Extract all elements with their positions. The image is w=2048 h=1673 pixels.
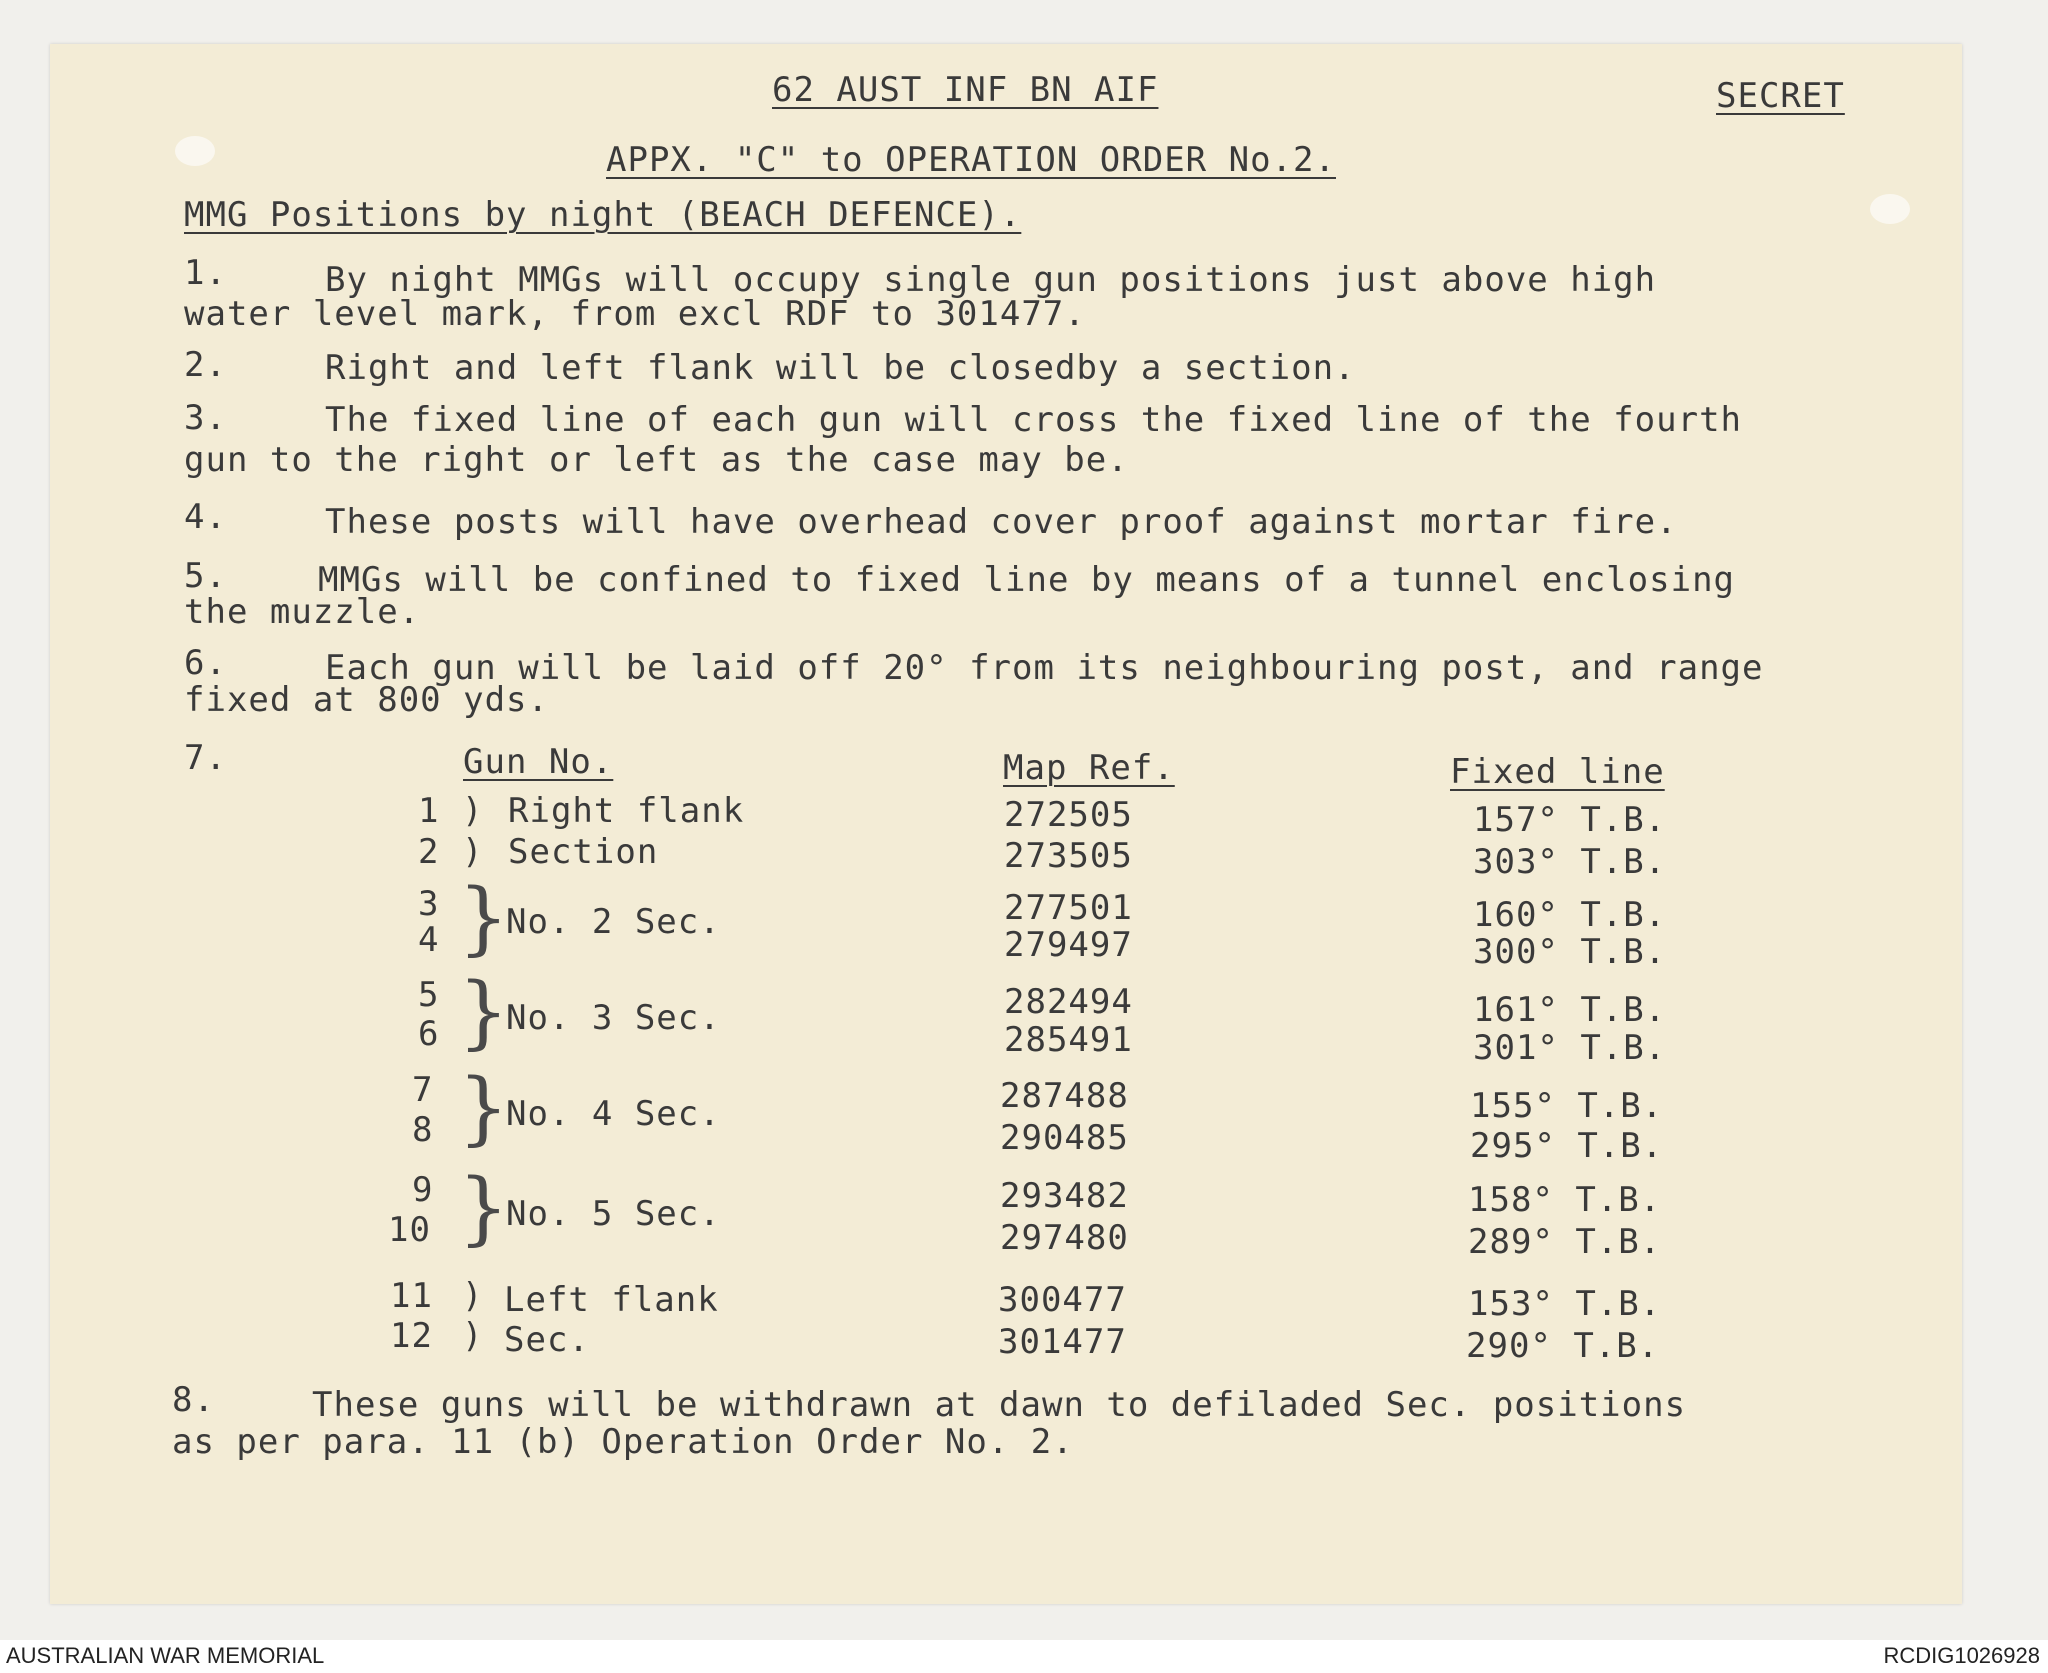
- para-number: 6.: [184, 643, 227, 683]
- gun-number: 1: [418, 791, 440, 831]
- gun-number: 8: [412, 1110, 434, 1150]
- section-label: Left flank: [504, 1280, 719, 1320]
- para-text: gun to the right or left as the case may be.: [184, 440, 1129, 480]
- para-text: Each gun will be laid off 20° from its neighbouring post, and range: [325, 648, 1764, 688]
- row-bracket: ): [462, 1316, 484, 1356]
- fixed-line: 158° T.B.: [1468, 1180, 1662, 1220]
- row-bracket: ): [462, 1276, 484, 1316]
- para-number: 5.: [184, 556, 227, 596]
- para-number: 2.: [184, 345, 227, 385]
- section-label: No. 2 Sec.: [506, 902, 721, 942]
- para-text: The fixed line of each gun will cross the fixed line of the fourth: [325, 400, 1743, 440]
- para-text: water level mark, from excl RDF to 301477.: [184, 294, 1086, 334]
- gun-number: 3: [418, 884, 440, 924]
- fixed-line: 161° T.B.: [1473, 990, 1667, 1030]
- section-label: Right flank: [508, 791, 745, 831]
- fixed-line: 155° T.B.: [1470, 1086, 1664, 1126]
- section-label: Section: [508, 832, 659, 872]
- fixed-line: 300° T.B.: [1473, 932, 1667, 972]
- map-ref: 282494: [1004, 982, 1133, 1022]
- para-text: fixed at 800 yds.: [184, 680, 549, 720]
- column-header-fixed-line: Fixed line: [1450, 752, 1665, 792]
- map-ref: 279497: [1004, 925, 1133, 965]
- unit-heading: 62 AUST INF BN AIF: [772, 70, 1159, 110]
- column-header-map-ref: Map Ref.: [1003, 748, 1175, 788]
- gun-number: 10: [388, 1210, 431, 1250]
- gun-number: 6: [418, 1014, 440, 1054]
- map-ref: 300477: [998, 1280, 1127, 1320]
- section-brace: }: [458, 871, 509, 964]
- para-text: Right and left flank will be closedby a section.: [325, 348, 1356, 388]
- paper-blemish: [175, 136, 215, 166]
- gun-number: 11: [390, 1276, 433, 1316]
- gun-number: 7: [412, 1070, 434, 1110]
- section-label: No. 5 Sec.: [506, 1194, 721, 1234]
- section-brace: }: [458, 965, 509, 1058]
- para-number: 1.: [184, 253, 227, 293]
- map-ref: 293482: [1000, 1176, 1129, 1216]
- map-ref: 297480: [1000, 1218, 1129, 1258]
- map-ref: 272505: [1004, 795, 1133, 835]
- para-text: These guns will be withdrawn at dawn to defiladed Sec. positions: [312, 1385, 1687, 1425]
- para-text: as per para. 11 (b) Operation Order No. 2.: [172, 1422, 1074, 1462]
- archive-name: AUSTRALIAN WAR MEMORIAL: [6, 1643, 325, 1668]
- para-text: MMGs will be confined to fixed line by means of a tunnel enclosing: [318, 560, 1736, 600]
- map-ref: 285491: [1004, 1020, 1133, 1060]
- row-bracket: ): [462, 832, 484, 872]
- map-ref: 273505: [1004, 836, 1133, 876]
- column-header-gun: Gun No.: [463, 742, 614, 782]
- archive-reference: RCDIG1026928: [1883, 1643, 2040, 1668]
- para-number: 3.: [184, 398, 227, 438]
- paper-blemish: [1870, 194, 1910, 224]
- row-bracket: ): [462, 791, 484, 831]
- map-ref: 301477: [998, 1322, 1127, 1362]
- fixed-line: 153° T.B.: [1468, 1284, 1662, 1324]
- gun-number: 5: [418, 975, 440, 1015]
- para-number: 4.: [184, 497, 227, 537]
- fixed-line: 295° T.B.: [1470, 1126, 1664, 1166]
- gun-number: 12: [390, 1316, 433, 1356]
- fixed-line: 301° T.B.: [1473, 1028, 1667, 1068]
- section-brace: }: [458, 1161, 509, 1254]
- fixed-line: 289° T.B.: [1468, 1222, 1662, 1262]
- section-brace: }: [458, 1061, 509, 1154]
- para-text: By night MMGs will occupy single gun positions just above high: [325, 260, 1657, 300]
- gun-number: 4: [418, 920, 440, 960]
- map-ref: 287488: [1000, 1076, 1129, 1116]
- section-label: No. 4 Sec.: [506, 1094, 721, 1134]
- para-number: 7.: [184, 738, 227, 778]
- gun-number: 9: [412, 1170, 434, 1210]
- para-number: 8.: [172, 1380, 215, 1420]
- fixed-line: 157° T.B.: [1473, 800, 1667, 840]
- fixed-line: 160° T.B.: [1473, 895, 1667, 935]
- section-label: No. 3 Sec.: [506, 998, 721, 1038]
- para-text: the muzzle.: [184, 592, 421, 632]
- map-ref: 277501: [1004, 888, 1133, 928]
- para-text: These posts will have overhead cover proof against mortar fire.: [325, 502, 1678, 542]
- classification-label: SECRET: [1716, 76, 1845, 116]
- section-label: Sec.: [504, 1320, 590, 1360]
- document-subject: MMG Positions by night (BEACH DEFENCE).: [184, 195, 1022, 235]
- gun-number: 2: [418, 832, 440, 872]
- archive-footer: [0, 1640, 2048, 1673]
- fixed-line: 290° T.B.: [1466, 1326, 1660, 1366]
- map-ref: 290485: [1000, 1118, 1129, 1158]
- fixed-line: 303° T.B.: [1473, 842, 1667, 882]
- document-title: APPX. "C" to OPERATION ORDER No.2.: [606, 140, 1336, 180]
